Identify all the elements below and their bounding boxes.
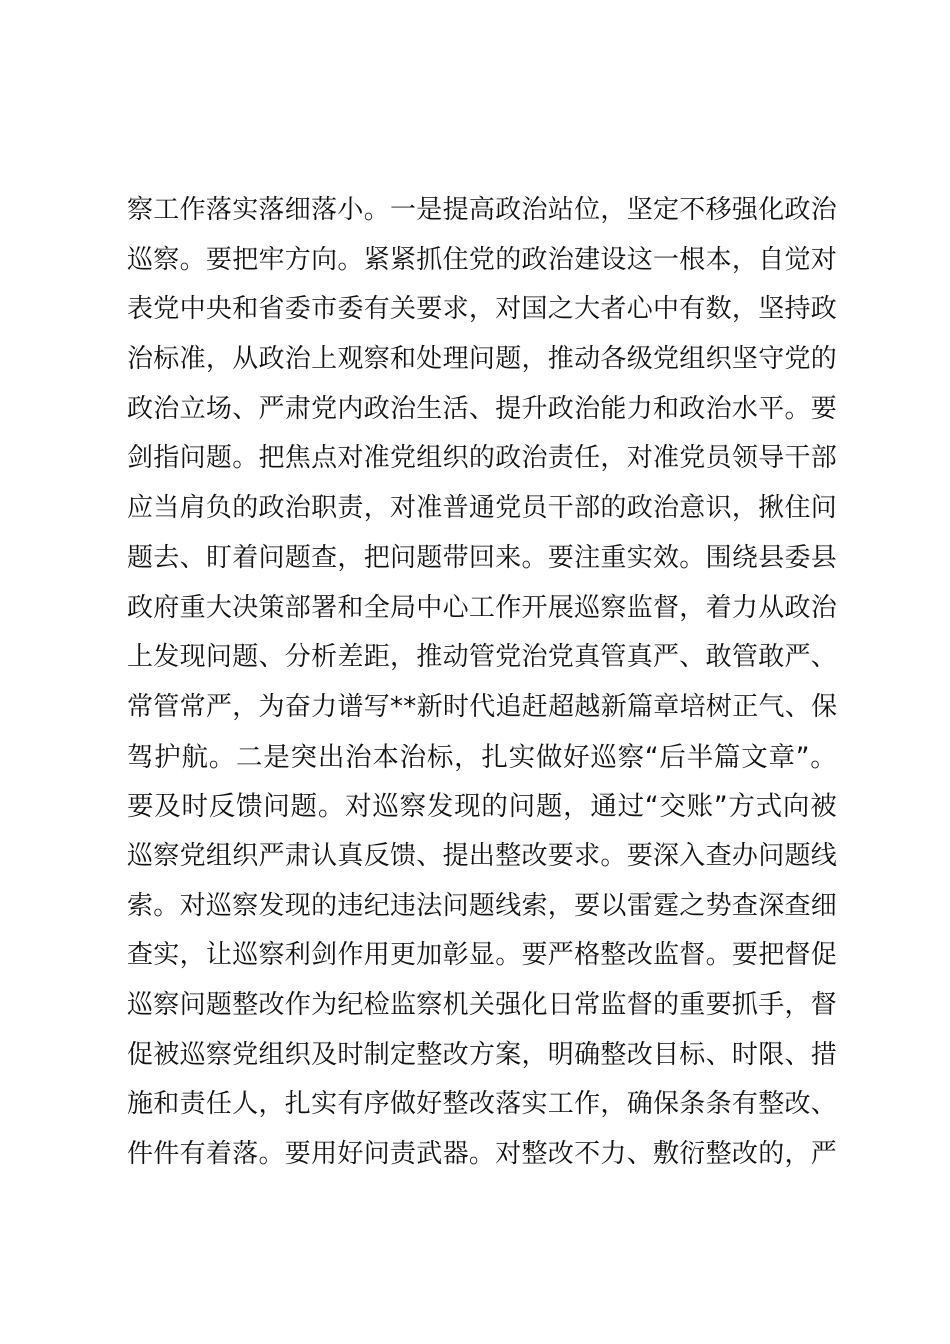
text-line: 巡察党组织严肃认真反馈、提出整改要求。要深入查办问题线 (127, 840, 838, 871)
text-line: 察工作落实落细落小。一是提高政治站位，坚定不移强化政治 (127, 195, 838, 225)
text-line: 要及时反馈问题。对巡察发现的问题，通过“交账”方式向被 (127, 791, 837, 823)
text-line: 查实，让巡察利剑作用更加彰显。要严格整改监督。要把督促 (127, 940, 838, 971)
text-line: 索。对巡察发现的违纪违法问题线索，要以雷霆之势查深查细 (127, 890, 838, 921)
text-line: 剑指问题。把焦点对准党组织的政治责任，对准党员领导干部 (127, 443, 838, 474)
text-line: 促被巡察党组织及时制定整改方案，明确整改目标、时限、措 (127, 1039, 838, 1070)
text-line: 件件有着落。要用好问责武器。对整改不力、敷衍整改的，严 (127, 1139, 838, 1170)
text-line: 巡察。要把牢方向。紧紧抓住党的政治建设这一根本，自觉对 (127, 244, 838, 275)
text-line: 上发现问题、分析差距，推动管党治党真管真严、敢管敢严、 (127, 642, 838, 673)
text-line: 题去、盯着问题查，把问题带回来。要注重实效。围绕县委县 (127, 542, 838, 573)
text-line: 施和责任人，扎实有序做好整改落实工作，确保条条有整改、 (127, 1089, 838, 1120)
text-line: 巡察问题整改作为纪检监察机关强化日常监督的重要抓手，督 (127, 990, 838, 1020)
text-line: 驾护航。二是突出治本治标，扎实做好巡察“后半篇文章”。 (127, 741, 837, 773)
text-line: 常管常严，为奋力谱写**新时代追赶超越新篇章培树正气、保 (127, 691, 838, 722)
text-line: 治标准，从政治上观察和处理问题，推动各级党组织坚守党的 (127, 344, 838, 375)
text-line: 应当肩负的政治职责，对准普通党员干部的政治意识，揪住问 (127, 493, 838, 524)
text-line: 表党中央和省委市委有关要求，对国之大者心中有数，坚持政 (127, 294, 838, 325)
body-text (127, 186, 837, 1180)
text-line: 政府重大决策部署和全局中心工作开展巡察监督，着力从政治 (127, 592, 838, 623)
text-line: 政治立场、严肃党内政治生活、提升政治能力和政治水平。要 (127, 393, 838, 424)
